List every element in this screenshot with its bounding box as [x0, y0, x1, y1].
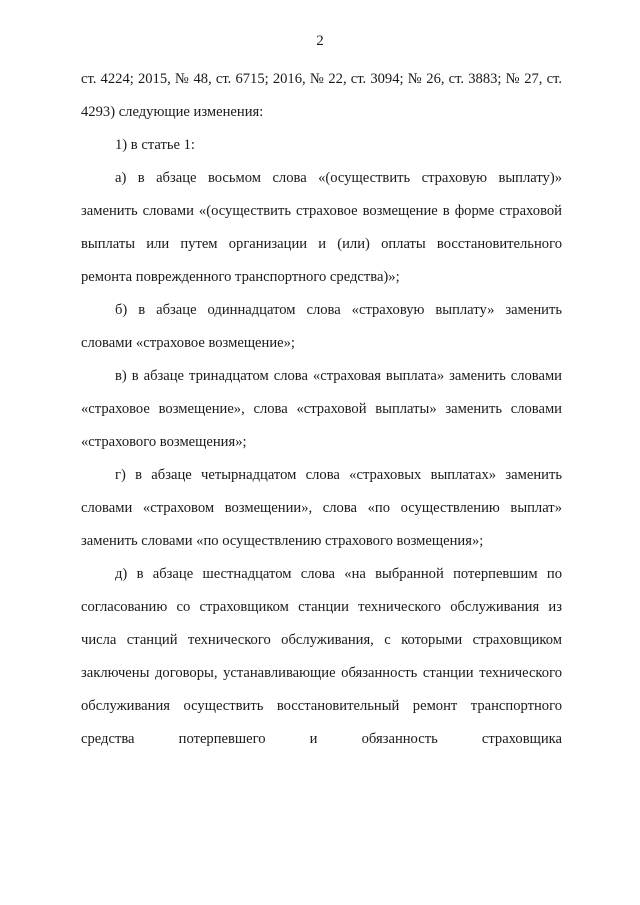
paragraph-continuation: ст. 4224; 2015, № 48, ст. 6715; 2016, № 22, ст. 3094; № 26, ст. 3883; № 27, ст. 4293) следующие изменения: — [81, 71, 562, 120]
paragraph-article-1: 1) в статье 1: — [115, 137, 195, 153]
paragraph-item-d: д) в абзаце шестнадцатом слова «на выбранной потерпевшим по согласованию со страховщиком станции технического обслуживания из числа станций технического обслуживания, с которыми страховщиком заключены договоры, устанавливающие обязанность станции технического обслуживания осуществить восстановительный ремонт транспортного средства потерпевшего и обязанность страховщика — [81, 566, 562, 747]
document-body — [81, 63, 562, 756]
paragraph-item-a: а) в абзаце восьмом слова «(осуществить страховую выплату)» заменить словами «(осуществить страховое возмещение в форме страховой выплаты или путем организации и (или) оплаты восстановительного ремонта поврежденного транспортного средства)»; — [81, 170, 562, 285]
paragraph-item-v: в) в абзаце тринадцатом слова «страховая выплата» заменить словами «страховое возмещение», слова «страховой выплаты» заменить словами «страхового возмещения»; — [81, 368, 562, 450]
paragraph-item-g: г) в абзаце четырнадцатом слова «страховых выплатах» заменить словами «страховом возмещении», слова «по осуществлению выплат» заменить словами «по осуществлению страхового возмещения»; — [81, 467, 562, 549]
paragraph-item-b: б) в абзаце одиннадцатом слова «страховую выплату» заменить словами «страховое возмещение»; — [81, 302, 562, 351]
page-number: 2 — [316, 33, 324, 49]
